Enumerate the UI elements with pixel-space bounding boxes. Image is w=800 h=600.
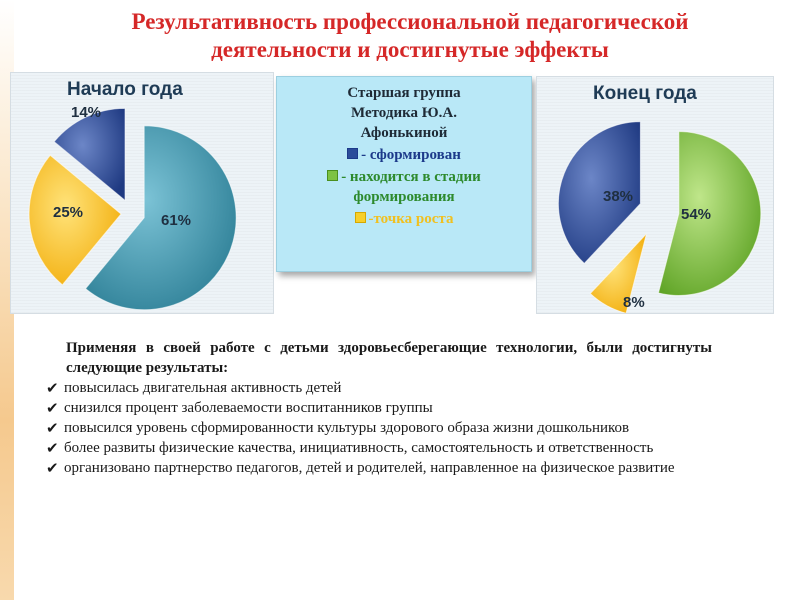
legend-box <box>276 76 532 272</box>
chart-title-end: Конец года <box>593 83 697 104</box>
checkmark-icon: ✔ <box>46 459 59 477</box>
result-item-text: организовано партнерство педагогов, детей и родителей, направленное на физическое развитие <box>64 460 675 476</box>
title-line-2: деятельности и достигнутые эффекты <box>211 37 609 62</box>
legend-item-forming <box>277 167 531 207</box>
legend-item-formed <box>277 145 531 165</box>
result-item <box>46 418 712 438</box>
chart-end-of-year <box>536 76 774 314</box>
legend-group-name: Старшая группа <box>347 85 461 101</box>
result-item <box>46 398 712 418</box>
green-square-icon <box>327 170 338 181</box>
slice-label-start-61: 61% <box>161 212 192 229</box>
slice-label-end-54: 54% <box>681 206 712 223</box>
slice-label-end-38: 38% <box>603 188 634 205</box>
results-section <box>46 338 712 478</box>
result-item-text: снизился процент заболеваемости воспитанников группы <box>64 400 433 416</box>
slice-label-start-14: 14% <box>71 104 102 121</box>
checkmark-icon: ✔ <box>46 399 59 417</box>
checkmark-icon: ✔ <box>46 379 59 397</box>
pie-chart-start-svg <box>11 73 273 313</box>
blue-square-icon <box>347 148 358 159</box>
legend-item-forming-label2: формирования <box>353 189 455 205</box>
result-item <box>46 438 712 458</box>
results-list <box>46 378 712 478</box>
result-item <box>46 378 712 398</box>
title-line-1: Результативность профессиональной педагогической <box>131 9 689 34</box>
checkmark-icon: ✔ <box>46 439 59 457</box>
legend-item-formed-label: - сформирован <box>361 147 461 163</box>
pie-chart-end-svg <box>537 77 773 313</box>
result-item-text: более развиты физические качества, инициативность, самостоятельность и ответственность <box>64 440 654 456</box>
results-intro: Применяя в своей работе с детьми здоровьесберегающие технологии, были достигнуты следующие результаты: <box>66 340 712 376</box>
legend-item-forming-label: - находится в стадии <box>341 169 481 185</box>
legend-item-growth <box>277 209 531 229</box>
checkmark-icon: ✔ <box>46 419 59 437</box>
chart-start-of-year <box>10 72 274 314</box>
slice-label-end-8: 8% <box>623 294 645 311</box>
legend-method-line1: Методика Ю.А. <box>351 105 457 121</box>
result-item-text: повысился уровень сформированности культуры здорового образа жизни дошкольников <box>64 420 630 436</box>
slide-title <box>60 8 760 64</box>
result-item <box>46 458 712 478</box>
legend-item-growth-label: -точка роста <box>368 211 454 227</box>
slice-label-start-25: 25% <box>53 204 84 221</box>
result-item-text: повысилась двигательная активность детей <box>64 380 342 396</box>
legend-method-line2: Афонькиной <box>360 125 448 141</box>
yellow-square-icon <box>355 212 366 223</box>
chart-title-start: Начало года <box>67 79 183 100</box>
